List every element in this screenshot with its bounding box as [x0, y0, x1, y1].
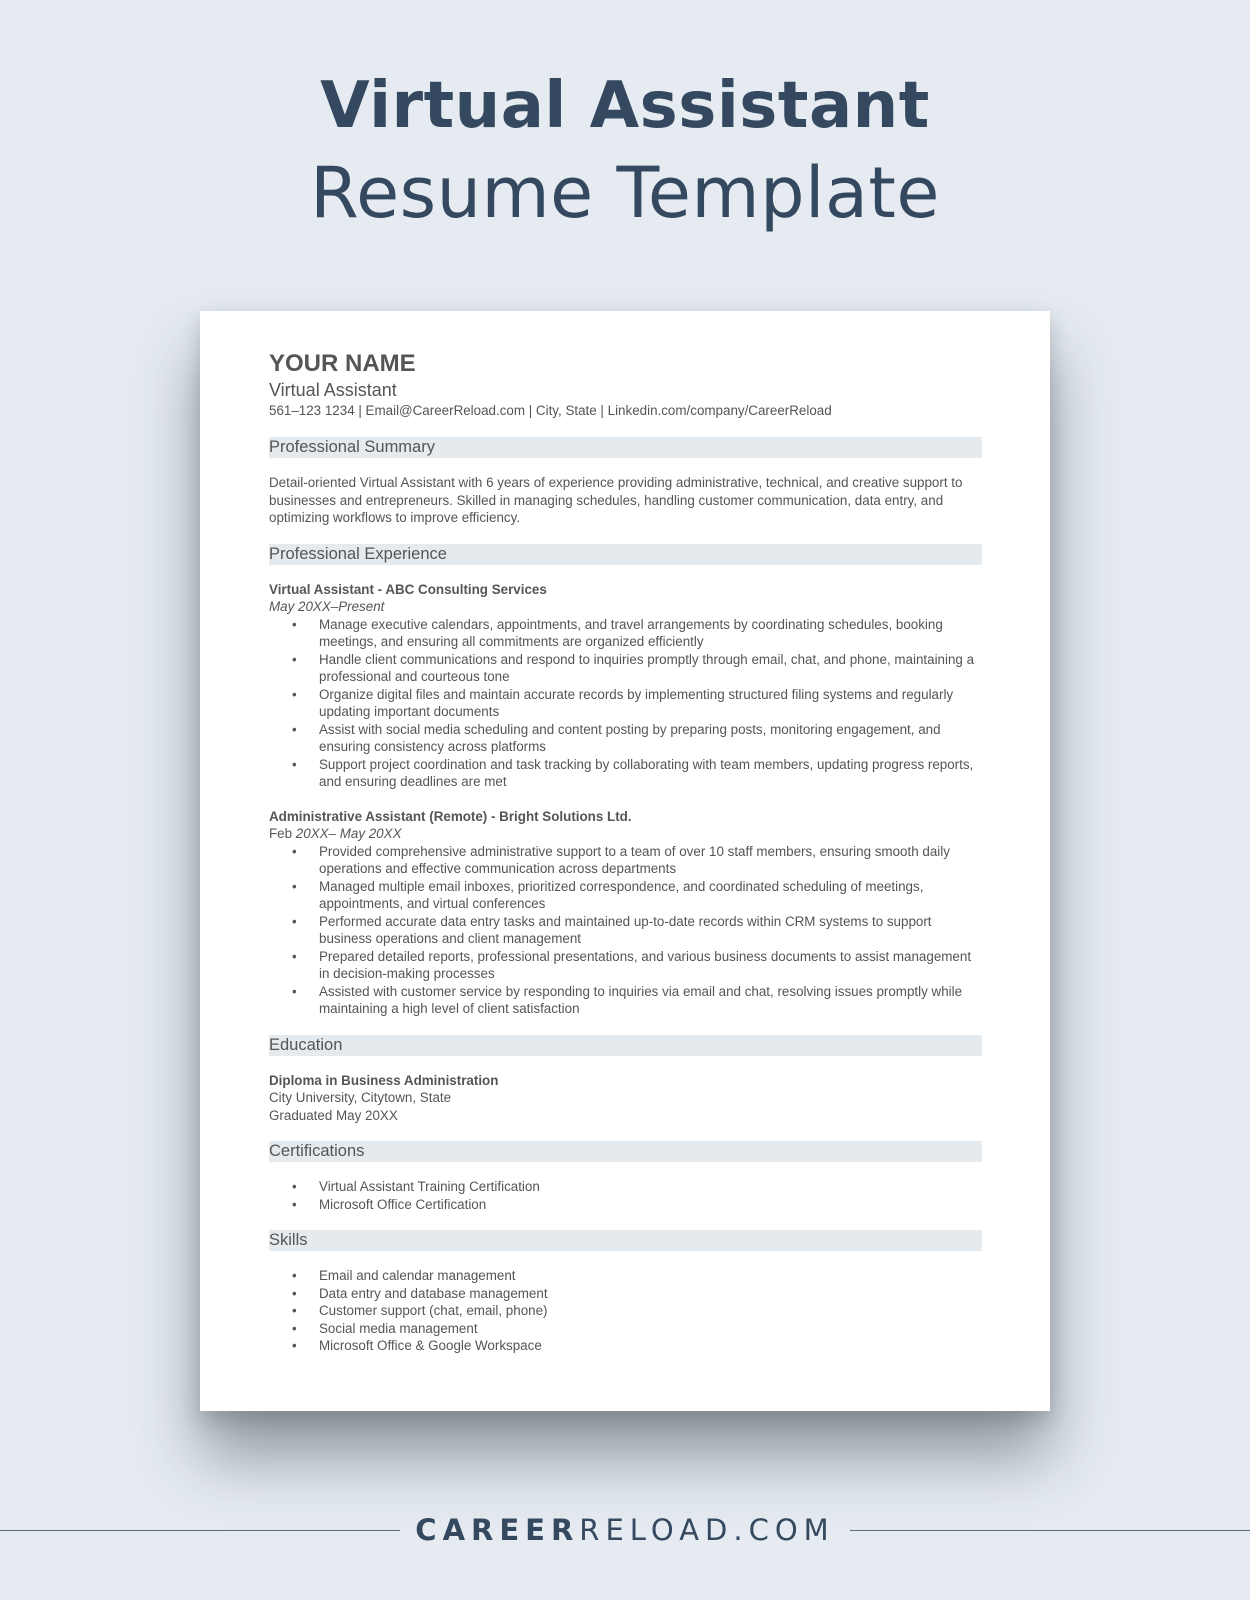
- job-dates-prefix: Feb: [269, 826, 296, 841]
- certifications-list: [269, 1178, 982, 1213]
- list-item-text: Microsoft Office & Google Workspace: [319, 1338, 542, 1353]
- bullet-icon: •: [292, 913, 297, 929]
- resume-contact: 561–123 1234 | Email@CareerReload.com | City, State | Linkedin.com/company/CareerReload: [269, 403, 832, 418]
- bullet-icon: •: [292, 1338, 297, 1353]
- list-item-text: Managed multiple email inboxes, prioritized correspondence, and coordinated scheduling of meetings, appointments, and virtual conferences: [319, 878, 924, 911]
- list-item-text: Social media management: [319, 1320, 478, 1336]
- footer-brand-bold: CAREER: [415, 1513, 580, 1547]
- list-item: [269, 1320, 982, 1338]
- job-dates: May 20XX–Present: [269, 599, 385, 614]
- bullet-icon: •: [292, 983, 297, 999]
- hero-title-light: Resume Template: [310, 152, 940, 234]
- bullet-icon: •: [292, 1320, 297, 1336]
- resume-page: [200, 311, 1050, 1411]
- resume-content: [269, 349, 982, 1355]
- footer-brand: [0, 1505, 1250, 1561]
- resume-role: Virtual Assistant: [269, 380, 397, 400]
- summary-text: Detail-oriented Virtual Assistant with 6 years of experience providing administrative, technical, and creative support to businesses and entrepreneurs. Skilled in managing schedules, handling customer communication, data entry, and optimizing workflows to improve efficiency.: [269, 475, 963, 525]
- hero-title: [0, 64, 1250, 238]
- bullet-icon: •: [292, 1268, 297, 1283]
- list-item-text: Email and calendar management: [319, 1268, 516, 1283]
- list-item: [269, 1196, 982, 1214]
- list-item: [269, 651, 982, 686]
- bullet-icon: •: [292, 1179, 297, 1194]
- list-item-text: Organize digital files and maintain accurate records by implementing structured filing systems and regularly updating important documents: [319, 686, 954, 719]
- skills-list: [269, 1267, 982, 1355]
- footer-brand-text: [0, 1513, 1250, 1547]
- list-item: [269, 1178, 982, 1196]
- section-heading-education: Education: [269, 1035, 982, 1056]
- list-item: [269, 1267, 982, 1285]
- job-entry: [269, 581, 982, 791]
- job-dates: [269, 825, 982, 843]
- resume-name: YOUR NAME: [269, 350, 416, 377]
- bullet-icon: •: [292, 756, 297, 772]
- bullet-icon: •: [292, 721, 297, 737]
- bullet-icon: •: [292, 878, 297, 894]
- list-item: [269, 1337, 982, 1355]
- hero-title-bold: Virtual Assistant: [320, 69, 930, 143]
- bullet-icon: •: [292, 948, 297, 964]
- list-item-text: Data entry and database management: [319, 1285, 548, 1301]
- list-item: [269, 616, 982, 651]
- list-item-text: Handle client communications and respond to inquiries promptly through email, chat, and phone, maintaining a professional and courteous tone: [319, 651, 975, 684]
- bullet-icon: •: [292, 1303, 297, 1318]
- bullet-icon: •: [292, 651, 297, 667]
- list-item-text: Microsoft Office Certification: [319, 1196, 487, 1212]
- job-title: Administrative Assistant (Remote) - Bright Solutions Ltd.: [269, 808, 632, 824]
- education-graduated: Graduated May 20XX: [269, 1107, 398, 1123]
- list-item: [269, 721, 982, 756]
- list-item-text: Performed accurate data entry tasks and maintained up-to-date records within CRM systems to support business operations and client management: [319, 913, 932, 946]
- job-bullets: [269, 616, 982, 791]
- list-item: [269, 1285, 982, 1303]
- list-item-text: Support project coordination and task tracking by collaborating with team members, updating progress reports, and ensuring deadlines are met: [319, 756, 974, 789]
- list-item: [269, 1302, 982, 1320]
- list-item-text: Prepared detailed reports, professional presentations, and various business documents to assist management in decision-making processes: [319, 948, 972, 981]
- list-item: [269, 878, 982, 913]
- list-item-text: Customer support (chat, email, phone): [319, 1303, 548, 1318]
- bullet-icon: •: [292, 843, 297, 859]
- bullet-icon: •: [292, 1285, 297, 1301]
- job-dates-range: 20XX– May 20XX: [295, 826, 402, 841]
- footer-brand-light: RELOAD.COM: [579, 1513, 835, 1547]
- job-entry: [269, 808, 982, 1018]
- list-item-text: Assisted with customer service by responding to inquiries via email and chat, resolving issues promptly while maintaining a high level of client satisfaction: [319, 983, 963, 1016]
- list-item: [269, 913, 982, 948]
- list-item-text: Assist with social media scheduling and content posting by preparing posts, monitoring engagement, and ensuring consistency across platforms: [319, 721, 941, 754]
- job-bullets: [269, 843, 982, 1018]
- education-school: City University, Citytown, State: [269, 1090, 452, 1105]
- list-item: [269, 948, 982, 983]
- section-heading-experience: Professional Experience: [269, 544, 982, 565]
- bullet-icon: •: [292, 616, 297, 632]
- list-item-text: Virtual Assistant Training Certification: [319, 1179, 540, 1194]
- list-item: [269, 686, 982, 721]
- section-heading-skills: Skills: [269, 1230, 982, 1251]
- job-title: Virtual Assistant - ABC Consulting Services: [269, 581, 547, 597]
- list-item: [269, 756, 982, 791]
- list-item: [269, 843, 982, 878]
- bullet-icon: •: [292, 686, 297, 702]
- section-heading-summary: Professional Summary: [269, 437, 982, 458]
- bullet-icon: •: [292, 1196, 297, 1212]
- list-item: [269, 983, 982, 1018]
- section-heading-certifications: Certifications: [269, 1141, 982, 1162]
- list-item-text: Manage executive calendars, appointments, and travel arrangements by coordinating schedules, booking meetings, and ensuring all commitments are organized efficiently: [319, 616, 943, 649]
- education-degree: Diploma in Business Administration: [269, 1072, 499, 1088]
- list-item-text: Provided comprehensive administrative support to a team of over 10 staff members, ensuring smooth daily operations and effective communication across departments: [319, 843, 950, 876]
